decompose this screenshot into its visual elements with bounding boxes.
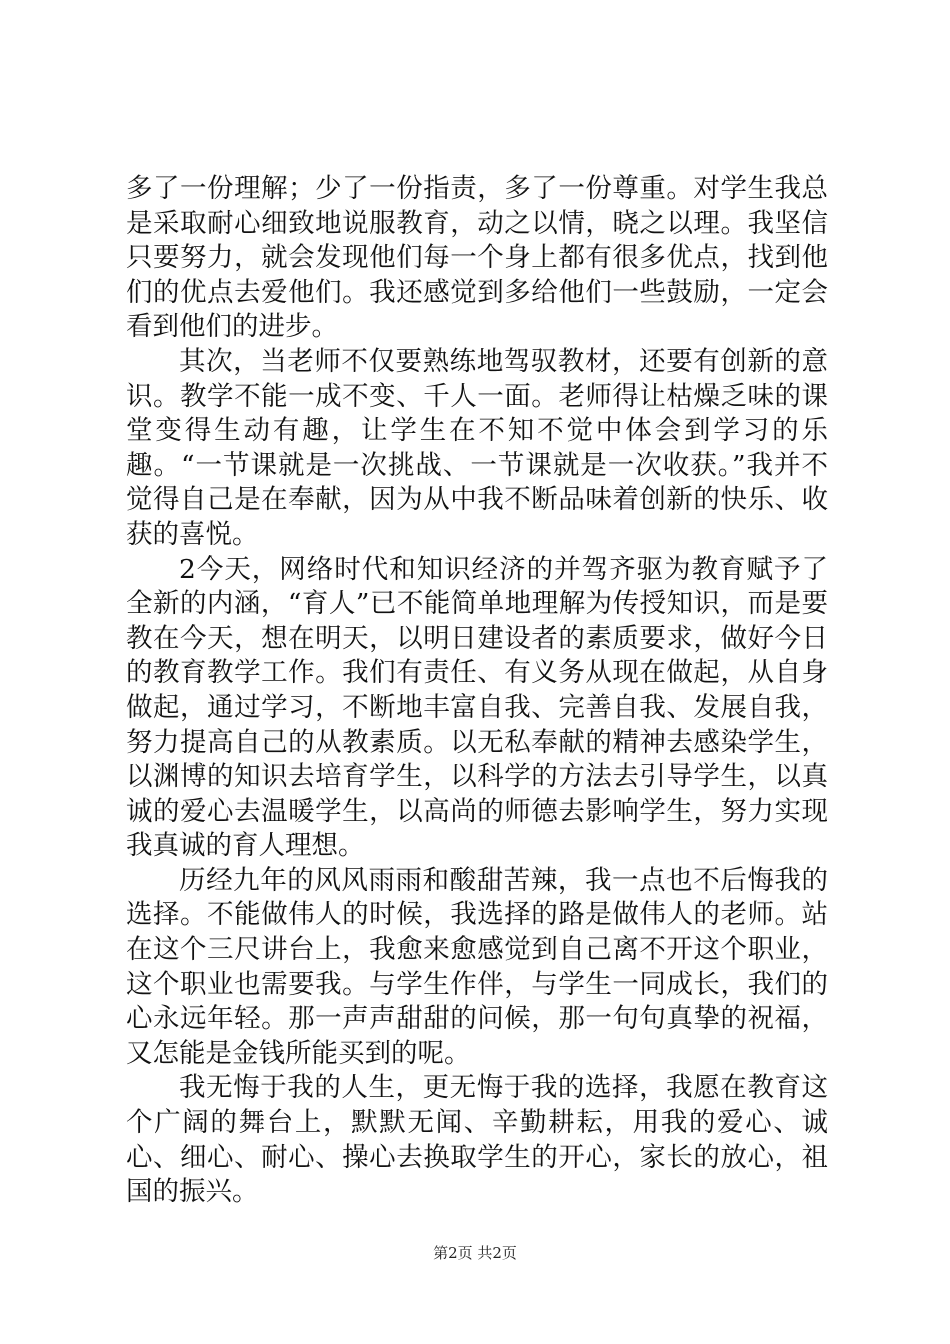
paragraph-1: 多了一份理解；少了一份指责，多了一份尊重。对学生我总是采取耐心细致地说服教育，动之以情，晓之以理。我坚信只要努力，就会发现他们每一个身上都有很多优点，找到他们的优点去爱他们。我还感觉到多给他们一些鼓励，一定会看到他们的进步。 <box>126 173 828 343</box>
page-number-label: 第2页 共2页 <box>433 1244 517 1262</box>
body-text <box>126 172 828 1210</box>
paragraph-3: 2今天，网络时代和知识经济的并驾齐驱为教育赋予了全新的内涵，“育人”已不能简单地理解为传授知识，而是要教在今天，想在明天，以明日建设者的素质要求，做好今日的教育教学工作。我们有责任、有义务从现在做起，从自身做起，通过学习，不断地丰富自我、完善自我、发展自我，努力提高自己的从教素质。以无私奉献的精神去感染学生，以渊博的知识去培育学生，以科学的方法去引导学生，以真诚的爱心去温暖学生，以高尚的师德去影响学生，努力实现我真诚的育人理想。 <box>126 553 828 862</box>
paragraph-5: 我无悔于我的人生，更无悔于我的选择，我愿在教育这个广阔的舞台上，默默无闻、辛勤耕耘，用我的爱心、诚心、细心、耐心、操心去换取学生的开心，家长的放心，祖国的振兴。 <box>126 1072 828 1208</box>
paragraph-4: 历经九年的风风雨雨和酸甜苦辣，我一点也不后悔我的选择。不能做伟人的时候，我选择的路是做伟人的老师。站在这个三尺讲台上，我愈来愈感觉到自己离不开这个职业，这个职业也需要我。与学生作伴，与学生一同成长，我们的心永远年轻。那一声声甜甜的问候，那一句句真挚的祝福，又怎能是金钱所能买到的呢。 <box>126 864 828 1069</box>
paragraph-2: 其次，当老师不仅要熟练地驾驭教材，还要有创新的意识。教学不能一成不变、千人一面。老师得让枯燥乏味的课堂变得生动有趣，让学生在不知不觉中体会到学习的乐趣。“一节课就是一次挑战、一节课就是一次收获。”我并不觉得自己是在奉献，因为从中我不断品味着创新的快乐、收获的喜悦。 <box>126 345 828 550</box>
page-footer <box>0 1243 950 1263</box>
